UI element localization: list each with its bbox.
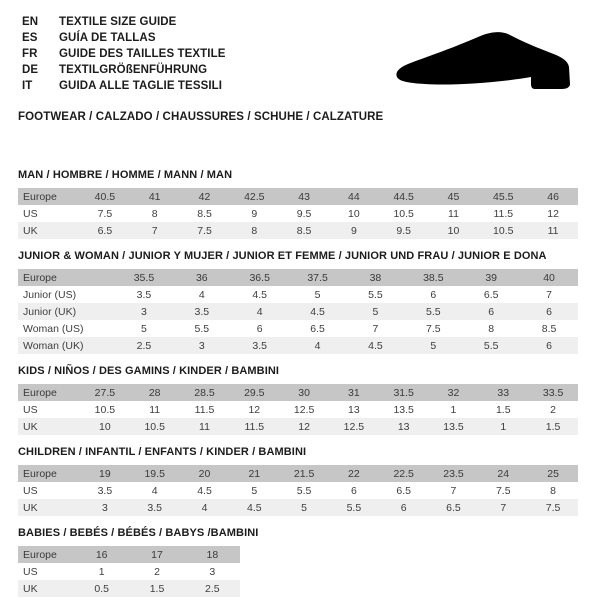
size-cell: 7.5 xyxy=(97,207,113,220)
size-cell: 33 xyxy=(478,384,528,401)
language-row xyxy=(22,14,580,30)
language-code: EN xyxy=(22,16,39,28)
size-cell: 41 xyxy=(130,188,180,205)
size-cell: 4 xyxy=(151,484,158,497)
size-cell: 11.5 xyxy=(229,418,279,435)
size-table xyxy=(18,269,578,354)
row-label: US xyxy=(23,403,38,416)
table-row xyxy=(18,546,240,563)
size-cell: 10.5 xyxy=(393,207,414,220)
row-label: Europe xyxy=(18,546,74,563)
section-title: MAN / HOMBRE / HOMME / MANN / MAN xyxy=(18,169,233,181)
size-cell: 42.5 xyxy=(229,188,279,205)
size-cell: 39 xyxy=(462,269,520,286)
size-cell: 6.5 xyxy=(429,499,479,516)
size-cell: 8 xyxy=(488,322,495,335)
size-cell: 1.5 xyxy=(495,403,511,416)
size-cell: 5 xyxy=(279,499,329,516)
shoe-icon xyxy=(393,29,577,97)
size-cell: 12 xyxy=(547,207,559,220)
row-label: UK xyxy=(18,222,80,239)
size-cell: 36.5 xyxy=(231,269,289,286)
size-cell: 4.5 xyxy=(229,499,279,516)
size-cell: 13 xyxy=(348,403,360,416)
table-row xyxy=(18,303,578,320)
size-cell: 8 xyxy=(229,222,279,239)
size-cell: 5.5 xyxy=(296,484,312,497)
size-cell: 31 xyxy=(329,384,379,401)
section-title: KIDS / NIÑOS / DES GAMINS / KINDER / BAMBINI xyxy=(18,365,280,377)
size-cell: 3.5 xyxy=(173,303,231,320)
table-row xyxy=(18,482,578,499)
language-title: TEXTILGRÖßENFÜHRUNG xyxy=(59,64,208,76)
size-cell: 8.5 xyxy=(541,322,557,335)
size-cell: 10 xyxy=(429,222,479,239)
size-cell: 7 xyxy=(546,288,552,301)
size-cell: 3 xyxy=(209,565,216,578)
size-cell: 1 xyxy=(450,403,457,416)
size-cell: 5.5 xyxy=(194,322,210,335)
size-cell: 5 xyxy=(404,337,462,354)
size-cell: 13.5 xyxy=(393,403,414,416)
size-cell: 10.5 xyxy=(94,403,116,416)
row-label: Woman (US) xyxy=(23,322,84,335)
size-cell: 1.5 xyxy=(528,418,578,435)
size-cell: 46 xyxy=(528,188,578,205)
size-section xyxy=(18,365,580,435)
size-cell: 4.5 xyxy=(197,484,212,497)
table-row xyxy=(18,418,578,435)
size-cell: 6 xyxy=(520,303,578,320)
size-cell: 31.5 xyxy=(379,384,429,401)
size-cell: 6 xyxy=(256,322,263,335)
language-code: IT xyxy=(22,80,33,92)
size-cell: 10 xyxy=(348,207,360,220)
size-cell: 21.5 xyxy=(279,465,329,482)
size-cell: 11.5 xyxy=(194,403,215,416)
language-title: GUIDE DES TAILLES TEXTILE xyxy=(59,48,226,60)
size-cell: 10 xyxy=(80,418,130,435)
size-cell: 2 xyxy=(550,403,556,416)
size-cell: 0.5 xyxy=(74,580,129,597)
table-row xyxy=(18,205,578,222)
size-cell: 29.5 xyxy=(229,384,279,401)
size-cell: 22.5 xyxy=(379,465,429,482)
size-sections xyxy=(18,169,580,597)
size-cell: 7 xyxy=(372,322,379,335)
size-cell: 43 xyxy=(279,188,329,205)
size-cell: 7 xyxy=(130,222,180,239)
size-cell: 27.5 xyxy=(80,384,130,401)
size-cell: 6 xyxy=(379,499,429,516)
size-cell: 32 xyxy=(429,384,479,401)
size-cell: 2 xyxy=(154,565,160,578)
size-cell: 6 xyxy=(462,303,520,320)
table-row xyxy=(18,465,578,482)
size-cell: 4 xyxy=(289,337,347,354)
language-code: DE xyxy=(22,64,39,76)
row-label: Woman (UK) xyxy=(18,337,115,354)
size-cell: 40.5 xyxy=(80,188,130,205)
size-cell: 24 xyxy=(478,465,528,482)
size-cell: 10.5 xyxy=(130,418,180,435)
size-cell: 7.5 xyxy=(180,222,230,239)
row-label: Junior (UK) xyxy=(18,303,115,320)
size-section xyxy=(18,250,580,354)
size-cell: 9 xyxy=(329,222,379,239)
size-cell: 9.5 xyxy=(296,207,312,220)
size-cell: 3 xyxy=(173,337,231,354)
size-cell: 6.5 xyxy=(483,288,499,301)
size-cell: 25 xyxy=(528,465,578,482)
size-cell: 7 xyxy=(450,484,457,497)
category-heading: FOOTWEAR / CALZADO / CHAUSSURES / SCHUHE / CALZATURE xyxy=(18,111,384,123)
table-row xyxy=(18,401,578,418)
size-cell: 4 xyxy=(231,303,289,320)
table-row xyxy=(18,337,578,354)
size-cell: 4 xyxy=(198,288,205,301)
size-cell: 12.5 xyxy=(329,418,379,435)
table-row xyxy=(18,384,578,401)
size-cell: 9.5 xyxy=(379,222,429,239)
size-cell: 42 xyxy=(180,188,230,205)
section-title: BABIES / BEBÉS / BÉBÉS / BABYS /BAMBINI xyxy=(18,527,259,539)
row-label: UK xyxy=(18,499,80,516)
size-cell: 1 xyxy=(98,565,105,578)
language-title: GUIDA ALLE TAGLIE TESSILI xyxy=(59,80,223,92)
size-cell: 7.5 xyxy=(528,499,578,516)
size-section xyxy=(18,446,580,516)
size-cell: 4 xyxy=(180,499,230,516)
size-cell: 44.5 xyxy=(379,188,429,205)
size-cell: 38.5 xyxy=(404,269,462,286)
size-table xyxy=(18,188,578,239)
size-cell: 7.5 xyxy=(426,322,441,335)
size-cell: 44 xyxy=(329,188,379,205)
size-cell: 45 xyxy=(429,188,479,205)
size-cell: 28 xyxy=(130,384,180,401)
size-cell: 8.5 xyxy=(279,222,329,239)
size-cell: 7 xyxy=(478,499,528,516)
size-cell: 18 xyxy=(185,546,240,563)
size-cell: 3 xyxy=(80,499,130,516)
size-cell: 16 xyxy=(74,546,129,563)
size-table xyxy=(18,465,578,516)
size-cell: 13 xyxy=(379,418,429,435)
size-cell: 4.5 xyxy=(252,288,267,301)
size-cell: 3 xyxy=(115,303,173,320)
table-row xyxy=(18,320,578,337)
language-title: GUÍA DE TALLAS xyxy=(59,32,156,44)
table-row xyxy=(18,188,578,205)
size-cell: 11 xyxy=(149,403,161,416)
size-cell: 40 xyxy=(520,269,578,286)
table-row xyxy=(18,499,578,516)
language-title: TEXTILE SIZE GUIDE xyxy=(59,16,177,28)
size-cell: 8 xyxy=(550,484,556,497)
size-cell: 12.5 xyxy=(293,403,315,416)
size-cell: 19 xyxy=(80,465,130,482)
size-cell: 13.5 xyxy=(429,418,479,435)
size-cell: 5.5 xyxy=(329,499,379,516)
size-cell: 19.5 xyxy=(130,465,180,482)
size-cell: 6 xyxy=(520,337,578,354)
size-cell: 3.5 xyxy=(130,499,180,516)
size-cell: 4.5 xyxy=(289,303,347,320)
row-label: Europe xyxy=(18,269,115,286)
size-cell: 2.5 xyxy=(185,580,240,597)
size-cell: 5.5 xyxy=(462,337,520,354)
size-cell: 20 xyxy=(180,465,230,482)
section-title: CHILDREN / INFANTIL / ENFANTS / KINDER / BAMBINI xyxy=(18,446,307,458)
size-cell: 10.5 xyxy=(478,222,528,239)
table-row xyxy=(18,580,240,597)
size-cell: 17 xyxy=(129,546,184,563)
size-cell: 3.5 xyxy=(231,337,289,354)
size-cell: 38 xyxy=(347,269,405,286)
size-section xyxy=(18,169,580,239)
size-cell: 3.5 xyxy=(97,484,113,497)
row-label: Europe xyxy=(18,465,80,482)
row-label: US xyxy=(23,565,38,578)
size-cell: 8 xyxy=(151,207,158,220)
size-cell: 23.5 xyxy=(429,465,479,482)
size-cell: 8.5 xyxy=(197,207,212,220)
size-cell: 11 xyxy=(528,222,578,239)
row-label: Europe xyxy=(18,384,80,401)
row-label: UK xyxy=(18,580,74,597)
size-cell: 6.5 xyxy=(310,322,325,335)
size-cell: 5 xyxy=(314,288,321,301)
size-cell: 6.5 xyxy=(80,222,130,239)
size-cell: 4.5 xyxy=(347,337,405,354)
size-section xyxy=(18,527,580,597)
size-cell: 35.5 xyxy=(115,269,173,286)
size-cell: 6 xyxy=(430,288,437,301)
table-row xyxy=(18,269,578,286)
language-code: FR xyxy=(22,48,38,60)
size-cell: 5.5 xyxy=(368,288,383,301)
size-cell: 21 xyxy=(229,465,279,482)
size-cell: 11.5 xyxy=(493,207,514,220)
size-cell: 30 xyxy=(279,384,329,401)
table-row xyxy=(18,286,578,303)
table-row xyxy=(18,222,578,239)
size-cell: 37.5 xyxy=(289,269,347,286)
size-cell: 5 xyxy=(141,322,147,335)
size-cell: 1.5 xyxy=(129,580,184,597)
size-table xyxy=(18,384,578,435)
size-cell: 36 xyxy=(173,269,231,286)
size-cell: 6 xyxy=(350,484,357,497)
size-cell: 11 xyxy=(448,207,459,220)
size-cell: 5 xyxy=(251,484,258,497)
row-label: Junior (US) xyxy=(23,288,77,301)
section-title: JUNIOR & WOMAN / JUNIOR Y MUJER / JUNIOR ET FEMME / JUNIOR UND FRAU / JUNIOR E DONA xyxy=(18,250,547,262)
size-cell: 5 xyxy=(347,303,405,320)
row-label: Europe xyxy=(18,188,80,205)
row-label: UK xyxy=(18,418,80,435)
language-code: ES xyxy=(22,32,38,44)
size-table xyxy=(18,546,240,597)
table-row xyxy=(18,563,240,580)
size-cell: 6.5 xyxy=(396,484,411,497)
size-cell: 45.5 xyxy=(478,188,528,205)
size-cell: 12 xyxy=(248,403,261,416)
size-cell: 7.5 xyxy=(495,484,511,497)
size-cell: 12 xyxy=(279,418,329,435)
size-cell: 22 xyxy=(329,465,379,482)
size-cell: 28.5 xyxy=(180,384,230,401)
size-cell: 9 xyxy=(251,207,258,220)
size-cell: 33.5 xyxy=(528,384,578,401)
size-cell: 1 xyxy=(478,418,528,435)
size-cell: 3.5 xyxy=(136,288,152,301)
size-cell: 11 xyxy=(180,418,230,435)
size-cell: 5.5 xyxy=(404,303,462,320)
size-cell: 2.5 xyxy=(115,337,173,354)
row-label: US xyxy=(23,207,38,220)
row-label: US xyxy=(23,484,38,497)
